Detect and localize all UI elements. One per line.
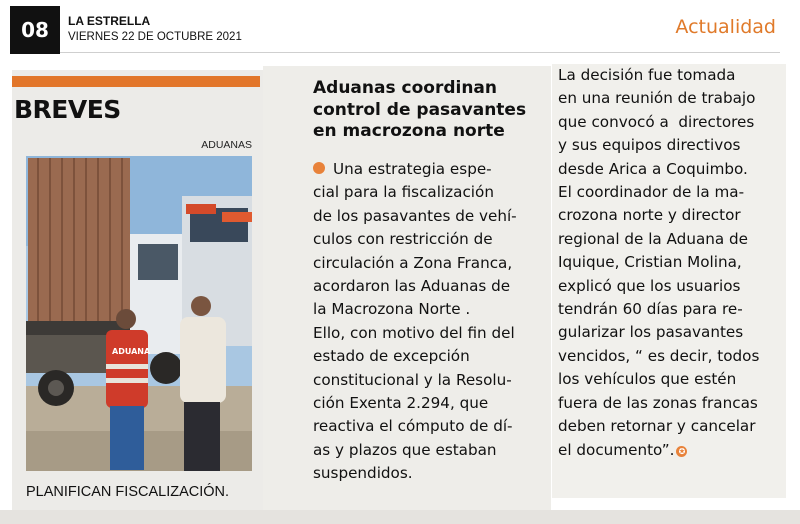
article-body-column-1 — [313, 158, 517, 486]
section-title: Actualidad — [675, 16, 776, 38]
publication-date: VIERNES 22 DE OCTUBRE 2021 — [68, 31, 242, 43]
news-photo-illustration — [26, 156, 252, 471]
article-column-1-text: Una estrategia espe- cial para la fiscalización de los pasavantes de vehí- culos con restricción de circulación a Zona Franca, acordaron las Aduanas de la Macrozona Norte . Ello, con motivo del fin del estado de excepción constitucional y la Resolu- ción Exenta 2.294, que reactiva el cómputo de dí- as y plazos que estaban suspendidos. — [313, 160, 517, 483]
breves-heading: BREVES — [14, 95, 121, 124]
photo-credit: ADUANAS — [201, 139, 252, 151]
article-column-2-text: La decisión fue tomada en una reunión de trabajo que convocó a directores y sus equipos directivos desde Arica a Coquimbo. El coordinador de la ma- crozona norte y director regional de la Aduana de Iquique, Cristian Molina, explicó que los usuarios tendrán 60 días para re- gularizar los pasavantes vencidos, “ es decir, todos los vehículos que estén fuera de las zonas francas deben retornar y cancelar el documento”. — [558, 66, 760, 459]
bullet-dot-icon — [313, 162, 325, 174]
news-photo — [26, 156, 252, 471]
vest-lettering: ADUANA — [112, 347, 151, 356]
article-column-2 — [558, 64, 759, 462]
header-divider — [60, 52, 780, 53]
publication-name: LA ESTRELLA — [68, 14, 151, 28]
article-headline-text: Aduanas coordinan control de pasavantes en macrozona norte — [313, 78, 527, 141]
breves-accent-bar — [12, 76, 260, 87]
article-column-1 — [313, 158, 517, 486]
article-body-column-2 — [558, 64, 759, 462]
article-headline — [313, 78, 553, 143]
end-mark-icon: ✪ — [676, 446, 687, 457]
photo-caption: PLANIFICAN FISCALIZACIÓN. — [26, 484, 230, 500]
page-number: 08 — [10, 6, 60, 54]
page-bottom-strip — [0, 510, 800, 524]
